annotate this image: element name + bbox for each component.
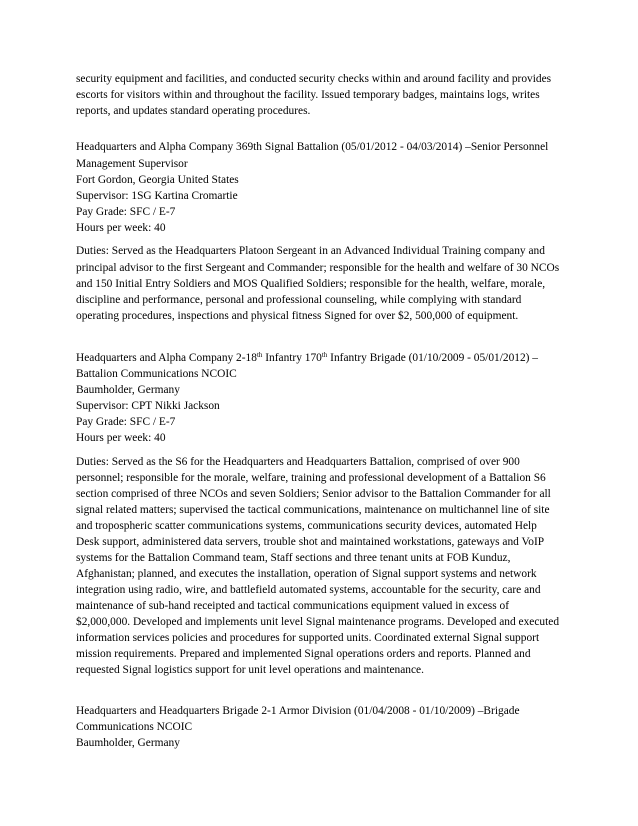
job3-header-line: Communications NCOIC [76,721,193,733]
job3-header-line: Headquarters and Headquarters Brigade 2-1 Armor Division (01/04/2008 - 01/10/2009) –Brigade [76,705,520,717]
job1-location: Fort Gordon, Georgia United States [76,174,239,186]
job1-pay-grade: Pay Grade: SFC / E-7 [76,206,176,218]
job1-duties-line: discipline and performance, personal and professional counseling, while complying with standard [76,294,522,306]
intro-line: security equipment and facilities, and conducted security checks within and around facility and provides [76,73,552,85]
job2-header-line [76,351,538,367]
job2-duties-line: integration using radio, wire, and battlefield automated systems, accountable for the security, care and [76,584,541,596]
job2-header-part: Headquarters and Alpha Company 2-18 [76,352,257,364]
job2-duties-line: systems for the Battalion Command team, Staff sections and three tenant units at FOB Kunduz, [76,552,511,564]
job2-supervisor: Supervisor: CPT Nikki Jackson [76,400,220,412]
job1-header-line: Headquarters and Alpha Company 369th Signal Battalion (05/01/2012 - 04/03/2014) –Senior Personnel [76,141,549,153]
intro-line: escorts for visitors within and throughout the facility. Issued temporary badges, maintains logs, writes [76,89,540,101]
job2-duties-line: signal related matters; supervised the tactical communications, maintenance on multichannel line of site [76,504,550,516]
job1-duties-line: and 150 Initial Entry Soldiers and MOS Qualified Soldiers; responsible for the health, welfare, morale, [76,278,546,290]
job2-duties-line: Duties: Served as the S6 for the Headquarters and Headquarters Battalion, comprised of over 900 [76,456,520,468]
job2-duties-line: and tropospheric scatter communications systems, communications security devices, automated Help [76,520,537,532]
job2-header-part: Infantry 170 [262,352,322,364]
job2-duties-line: maintenance of sub-hand receipted and tactical communications equipment valued in excess of [76,600,509,612]
job2-duties-line: requested Signal logistics support for unit level operations and maintenance. [76,664,424,676]
job2-duties-line: $2,000,000. Developed and implements unit level Signal maintenance programs. Developed and executed [76,616,560,628]
job1-duties-line: principal advisor to the first Sergeant and Commander; responsible for the health and welfare of 30 NCOs [76,262,560,274]
superscript: th [256,351,263,359]
job1-hours: Hours per week: 40 [76,222,166,234]
job2-header-line: Battalion Communications NCOIC [76,368,237,380]
job1-header-line: Management Supervisor [76,158,188,170]
job1-duties-line: operating procedures, inspections and physical fitness Signed for over $2, 500,000 of equipment. [76,310,519,322]
job2-duties-line: section comprised of three NCOs and seven Soldiers; Senior advisor to the Battalion Commander for all [76,488,551,500]
job1-duties-line: Duties: Served as the Headquarters Platoon Sergeant in an Advanced Individual Training company and [76,245,545,257]
job2-header-part: Infantry Brigade (01/10/2009 - 05/01/2012) – [327,352,539,364]
job1-supervisor: Supervisor: 1SG Kartina Cromartie [76,190,238,202]
job2-location: Baumholder, Germany [76,384,180,396]
job2-duties-line: Desk support, administered data servers, trouble shot and maintained workstations, gateways and VoIP [76,536,545,548]
job2-duties-line: mission requirements. Prepared and implemented Signal operations orders and reports. Planned and [76,648,531,660]
superscript: th [321,351,328,359]
intro-line: reports, and updates standard operating procedures. [76,105,311,117]
job3-location: Baumholder, Germany [76,737,180,749]
job2-duties-line: personnel; responsible for the morale, welfare, training and professional development of a Battalion S6 [76,472,546,484]
job2-hours: Hours per week: 40 [76,432,166,444]
job2-duties-line: information services policies and procedures for supported units. Coordinated external Signal support [76,632,540,644]
job2-duties-line: Afghanistan; planned, and executes the installation, operation of Signal support systems and network [76,568,537,580]
job2-pay-grade: Pay Grade: SFC / E-7 [76,416,176,428]
